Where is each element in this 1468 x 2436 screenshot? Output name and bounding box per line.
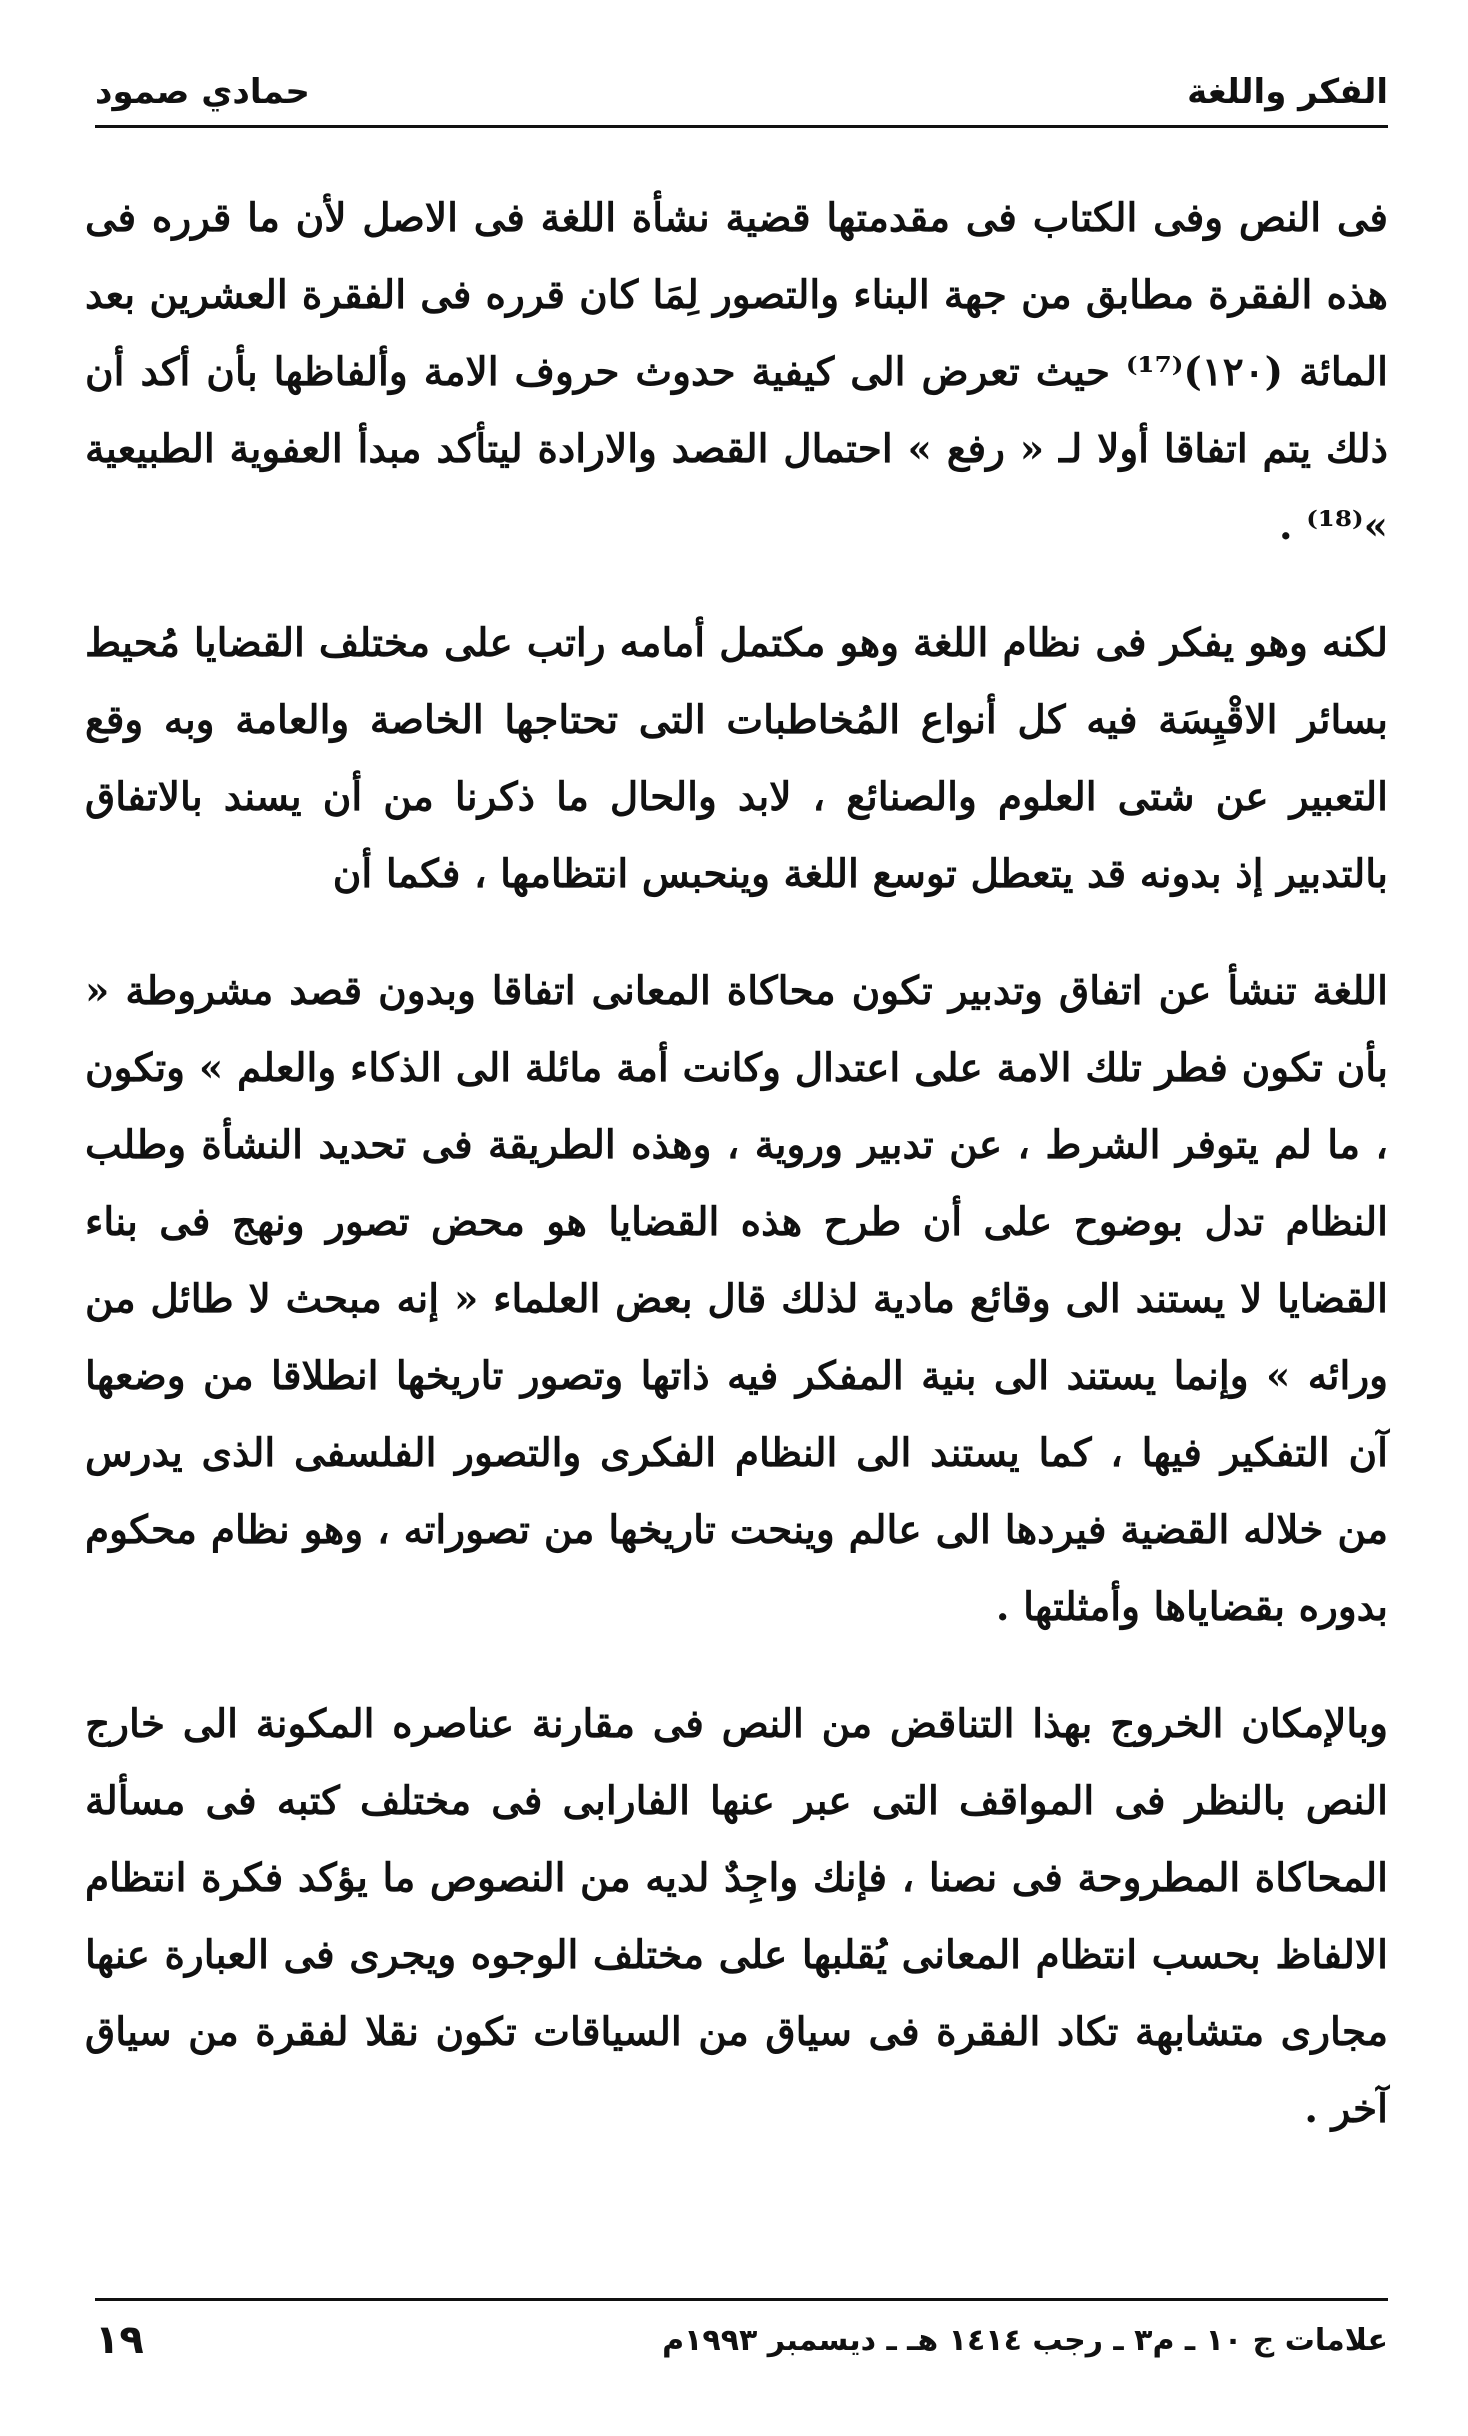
running-footer (95, 2310, 1388, 2370)
footer-journal: علامات ج ١٠ ـ م٣ ـ رجب ١٤١٤ هـ ـ ديسمبر ١٩٩٣م (662, 2322, 1388, 2358)
paragraph-4: وبالإمكان الخروج بهذا التناقض من النص فى مقارنة عناصره المكونة الى خارج النص بالنظر فى المواقف التى عبر عنها الفارابى فى مختلف كتبه فى مسألة المحاكاة المطروحة فى نصنا ، فإنك واجِدٌ لديه من النصوص ما يؤكد فكرة انتظام الالفاظ بحسب انتظام المعانى يُقلبها على مختلف الوجوه ويجرى فى العبارة عنها مجارى متشابهة تكاد الفقرة فى سياق من السياقات تكون نقلا لفقرة من سياق آخر . (85, 1701, 1388, 2132)
header-rule (95, 125, 1388, 128)
running-header (95, 62, 1388, 122)
paragraph-3: اللغة تنشأ عن اتفاق وتدبير تكون محاكاة المعانى اتفاقا وبدون قصد مشروطة « بأن تكون فطر تلك الامة على اعتدال وكانت أمة مائلة الى الذكاء والعلم » وتكون ، ما لم يتوفر الشرط ، عن تدبير وروية ، وهذه الطريقة فى تحديد النشأة وطلب النظام تدل بوضوح على أن طرح هذه القضايا هو محض تصور ونهج فى بناء القضايا لا يستند الى وقائع مادية لذلك قال بعض العلماء « إنه مبحث لا طائل من ورائه » وإنما يستند الى بنية المفكر فيه ذاتها وتصور تاريخها انطلاقا من وضعها آن التفكير فيها ، كما يستند الى النظام الفكرى والتصور الفلسفى الذى يدرس من خلاله القضية فيردها الى عالم وينحت تاريخها من تصوراته ، وهو نظام محكوم بدوره بقضاياها وأمثلتها . (85, 968, 1388, 1630)
header-title: الفكر واللغة (1187, 72, 1388, 112)
paragraph-2: لكنه وهو يفكر فى نظام اللغة وهو مكتمل أمامه راتب على مختلف القضايا مُحيط بسائر الاقْيِسَة فيه كل أنواع المُخاطبات التى تحتاجها الخاصة والعامة وبه وقع التعبير عن شتى العلوم والصنائع ، لابد والحال ما ذكرنا من أن يسند بالاتفاق بالتدبير إذ بدونه قد يتعطل توسع اللغة وينحبس انتظامها ، فكما أن (85, 620, 1388, 897)
footer-rule (95, 2298, 1388, 2301)
header-author: حمادي صمود (95, 72, 310, 112)
page-number: ١٩ (95, 2317, 144, 2363)
paragraph-1: فى النص وفى الكتاب فى مقدمتها قضية نشأة اللغة فى الاصل لأن ما قرره فى هذه الفقرة مطابق من جهة البناء والتصور لِمَا كان قرره فى الفقرة العشرين بعد المائة (١٢٠)⁽¹⁷⁾ حيث تعرض الى كيفية حدوث حروف الامة وألفاظها بأن أكد أن ذلك يتم اتفاقا أولا لـ « رفع » احتمال القصد والارادة ليتأكد مبدأ العفوية الطبيعية »⁽¹⁸⁾ . (85, 195, 1388, 549)
body-text (85, 180, 1388, 2188)
